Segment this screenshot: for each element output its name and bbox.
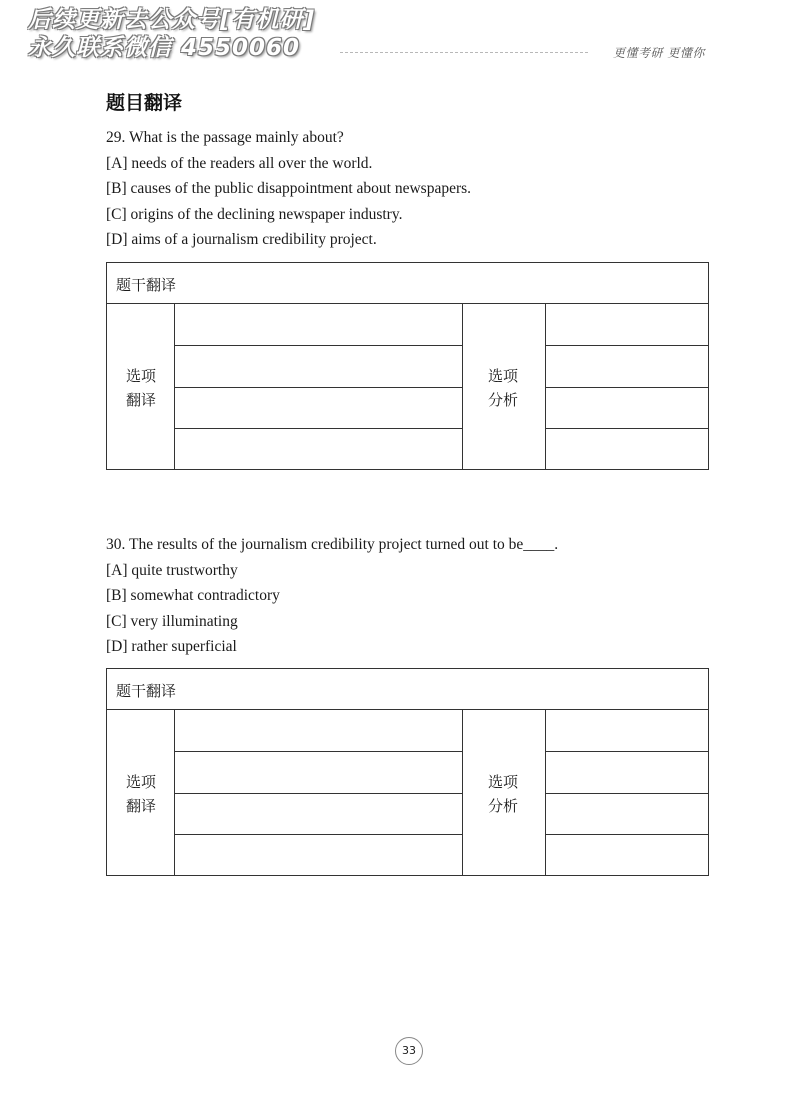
question-stem: 29. What is the passage mainly about? [106,129,344,146]
option-a: [A] needs of the readers all over the world. [106,154,373,172]
translation-grid-29 [106,262,709,470]
stem-translation-row[interactable] [107,669,708,710]
label-line: 选项 [125,367,156,385]
label-line: 选项 [487,773,518,791]
stem-translation-label: 题干翻译 [116,276,177,294]
translation-cell-b[interactable] [175,752,462,792]
option-analysis-label [469,364,537,412]
option-c: [C] origins of the declining newspaper industry. [106,205,403,223]
analysis-cell-c[interactable] [546,388,708,428]
watermark [28,6,315,62]
header-slogan: 更懂考研 更懂你 [613,46,705,60]
label-line: 选项 [487,367,518,385]
option-analysis-label [469,770,537,818]
watermark-line-2: 永久联系微信 4550060 [28,35,301,61]
analysis-cell-a[interactable] [546,711,708,751]
option-b: [B] causes of the public disappointment about newspapers. [106,180,472,198]
analysis-cell-b[interactable] [546,752,708,792]
question-stem: 30. The results of the journalism credibility project turned out to be____. [106,536,559,553]
translation-cell-d[interactable] [175,429,462,469]
option-d: [D] aims of a journalism credibility project. [106,231,377,249]
analysis-cell-a[interactable] [546,305,708,345]
translation-cell-b[interactable] [175,346,462,386]
page-number: 33 [395,1037,423,1065]
option-translation-label [107,770,175,818]
label-line: 选项 [125,773,156,791]
label-line: 翻译 [125,797,156,815]
section-title: 题目翻译 [106,92,183,114]
option-d: [D] rather superficial [106,638,237,656]
stem-translation-label: 题干翻译 [116,682,177,700]
header-divider [340,52,588,53]
translation-cell-a[interactable] [175,305,462,345]
stem-translation-row[interactable] [107,263,708,304]
translation-cell-c[interactable] [175,388,462,428]
option-c: [C] very illuminating [106,612,238,630]
question-30 [106,532,558,660]
analysis-cell-c[interactable] [546,794,708,834]
question-29 [106,125,471,253]
translation-cell-a[interactable] [175,711,462,751]
option-a: [A] quite trustworthy [106,561,238,579]
analysis-cell-b[interactable] [546,346,708,386]
label-line: 翻译 [125,391,156,409]
option-b: [B] somewhat contradictory [106,587,280,605]
label-line: 分析 [487,391,518,409]
label-line: 分析 [487,797,518,815]
translation-cell-c[interactable] [175,794,462,834]
translation-grid-30 [106,668,709,876]
watermark-line-1: 后续更新去公众号[有机研] [28,7,316,33]
translation-cell-d[interactable] [175,835,462,875]
option-translation-label [107,364,175,412]
analysis-cell-d[interactable] [546,835,708,875]
analysis-cell-d[interactable] [546,429,708,469]
